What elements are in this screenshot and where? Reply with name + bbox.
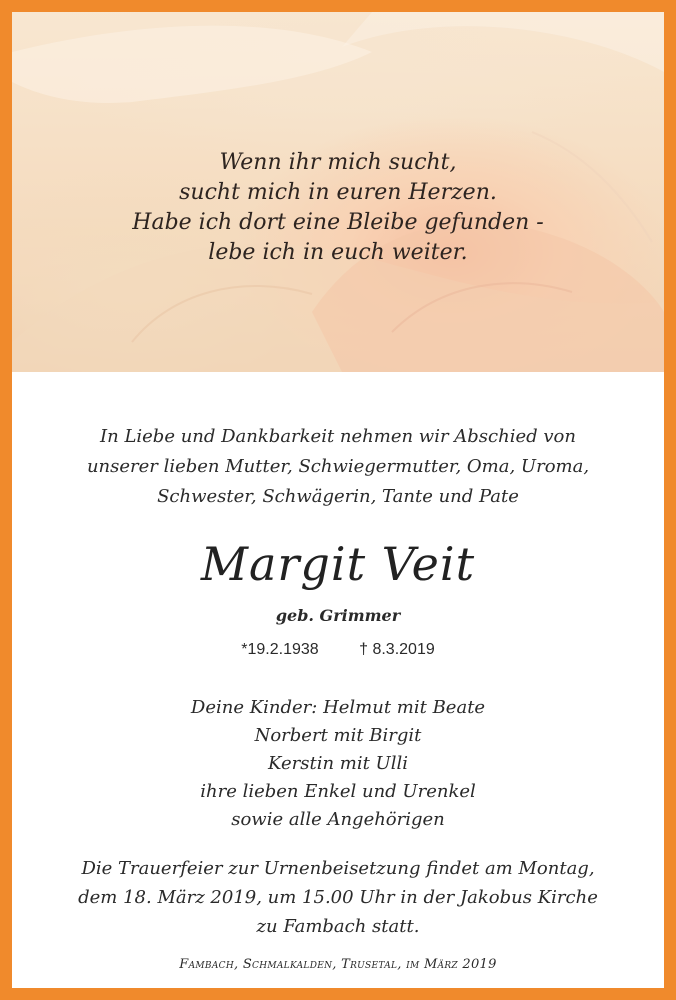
mourner-line: Norbert mit Birgit [254,725,422,746]
service-line: Die Trauerfeier zur Urnenbeisetzung findet am Montag, [81,858,595,879]
poem-line: lebe ich in euch weiter. [208,240,468,265]
death-date: † 8.3.2019 [359,641,435,658]
intro-line: unserer lieben Mutter, Schwiegermutter, Oma, Uroma, [86,456,590,477]
funeral-service-info [12,854,664,941]
service-line: dem 18. März 2019, um 15.00 Uhr in der Jakobus Kirche [78,887,598,908]
service-line: zu Fambach statt. [256,916,420,937]
mourners-list [12,694,664,834]
birth-date: *19.2.1938 [241,641,319,658]
mourner-line: sowie alle Angehörigen [231,809,445,830]
mourner-line: Deine Kinder: Helmut mit Beate [190,697,486,718]
intro-line: Schwester, Schwägerin, Tante und Pate [157,486,519,507]
deceased-name: Margit Veit [200,537,476,591]
poem-line: Habe ich dort eine Bleibe gefunden - [132,210,544,235]
birth-name: geb. Grimmer [275,606,401,625]
life-dates [12,638,664,662]
poem-line: sucht mich in euren Herzen. [179,180,497,205]
rose-photo-header [12,12,664,372]
mourner-line: ihre lieben Enkel und Urenkel [200,781,476,802]
intro-text [12,422,664,512]
poem-line: Wenn ihr mich sucht, [219,150,457,175]
poem [12,148,664,268]
place-date-footer: Fambach, Schmalkalden, Trusetal, im März 2019 [179,957,497,972]
mourner-line: Kerstin mit Ulli [268,753,408,774]
intro-line: In Liebe und Dankbarkeit nehmen wir Abschied von [100,426,576,447]
